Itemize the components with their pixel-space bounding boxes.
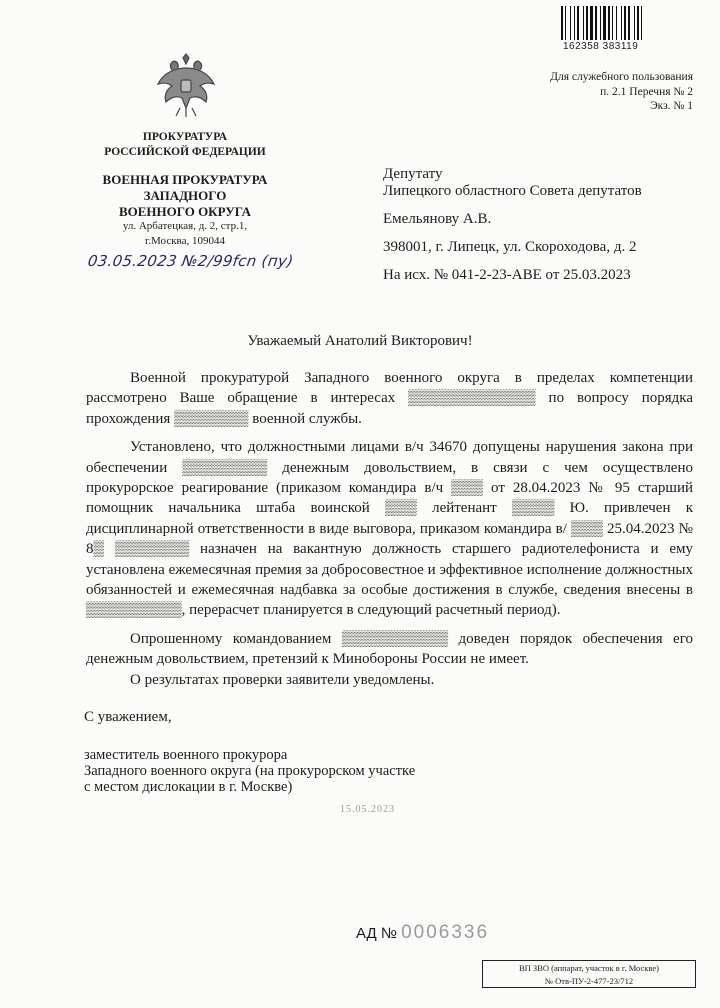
paragraph: Военной прокуратурой Западного военного округа в пределах компетенции рассмотрено Ваше обращение в интересах ▒▒▒▒▒▒▒▒▒▒▒▒ по вопросу порядка прохождения ▒▒▒▒▒▒▒ военной службы.: [86, 370, 693, 427]
org-line: ВОЕННАЯ ПРОКУРАТУРА: [102, 172, 268, 187]
barcode-bar: [616, 6, 617, 40]
barcode-bar: [637, 6, 639, 40]
org-line: ВОЕННОГО ОКРУГА: [118, 204, 252, 219]
handwritten-reg-number: 03.05.2023 №2/99fcn (пу): [86, 252, 295, 270]
barcode-bar: [634, 6, 635, 40]
classification-line: Экз. № 1: [650, 100, 693, 112]
barcode-bar: [590, 6, 593, 40]
greeting: Уважаемый Анатолий Викторович!: [247, 333, 473, 349]
paragraph: О результатах проверки заявители уведомлены.: [130, 671, 435, 688]
recipient-name: Емельянову А.В.: [383, 211, 492, 227]
letter-body: [86, 368, 693, 690]
barcode-number: 162358 383119: [563, 41, 639, 52]
barcode-bar: [577, 6, 579, 40]
barcode-bar: [561, 6, 563, 40]
signatory-block: [84, 747, 415, 795]
closing: С уважением,: [84, 709, 172, 725]
signatory-line: заместитель военного прокурора: [84, 747, 288, 763]
barcode-bar: [621, 6, 622, 40]
barcode-bar: [628, 6, 630, 40]
org-line: ПРОКУРАТУРА: [142, 131, 228, 143]
recipient-line: Липецкого областного Совета депутатов: [383, 183, 642, 199]
classification-line: Для служебного пользования: [550, 71, 693, 83]
barcode-bar: [612, 6, 613, 40]
footer-registration-box: [482, 960, 696, 988]
barcode-bar: [574, 6, 575, 40]
barcode-bar: [624, 6, 626, 40]
reference-number: На исх. № 041-2-23-АВЕ от 25.03.2023: [383, 267, 631, 283]
form-number-label: АД №: [356, 925, 397, 942]
barcode-bar: [586, 6, 588, 40]
form-number-value: 0006336: [401, 922, 490, 943]
address-line: ул. Арбатецкая, д. 2, стр.1,: [122, 220, 248, 232]
signatory-line: с местом дислокации в г. Москве): [84, 779, 293, 795]
address-line: г.Москва, 109044: [145, 234, 225, 247]
signatory-line: Западного военного округа (на прокурорском участке: [84, 763, 416, 779]
organization-address: [60, 219, 310, 248]
classification-line: п. 2.1 Перечня № 2: [600, 85, 693, 98]
form-number: [356, 922, 489, 944]
org-line: ЗАПАДНОГО: [143, 188, 227, 203]
barcode-bar: [565, 6, 566, 40]
barcode-bar: [583, 6, 584, 40]
barcode-bar: [608, 6, 610, 40]
recipient-line: Депутату: [383, 166, 443, 182]
barcode-bar: [570, 6, 571, 40]
barcode-bar: [603, 6, 606, 40]
footer-line: ВП ЗВО (аппарат, участок в г. Москве): [519, 963, 659, 973]
barcode-bar: [595, 6, 597, 40]
organization-header: [60, 130, 310, 220]
barcode: [561, 6, 685, 40]
recipient-block: [383, 166, 642, 284]
org-line: РОССИЙСКОЙ ФЕДЕРАЦИИ: [104, 146, 266, 158]
recipient-address: 398001, г. Липецк, ул. Скороходова, д. 2: [383, 239, 637, 255]
paragraph: Установлено, что должностными лицами в/ч 34670 допущены нарушения закона при обеспечении ▒▒▒▒▒▒▒▒ денежным довольствием, в связи с чем осуществлено прокурорское реагирование (приказом командира в/ч ▒▒▒ от 28.04.2023 № 95 старший помощник начальника штаба воинской ▒▒▒ лейтенант ▒▒▒▒ Ю. привлечен к дисциплинарной ответственности в виде выговора, приказом командира в/ ▒▒▒ 25.04.2023 № 8▒ ▒▒▒▒▒▒▒ назначен на вакантную должность старшего радиотелефониста и ему установлена ежемесячная премия за добросовестное и эффективное исполнение должностных обязанностей и ежемесячная надбавка за особые достижения в службе, сведения внесены в ▒▒▒▒▒▒▒▒▒, перерасчет планируется в следующий расчетный период).: [86, 439, 693, 619]
coat-of-arms-icon: [150, 50, 222, 122]
footer-line: № Отв-ПУ-2-477-23/712: [544, 976, 634, 986]
barcode-bar: [600, 6, 601, 40]
paragraph: Опрошенному командованием ▒▒▒▒▒▒▒▒▒▒ доведен порядок обеспечения его денежным довольствием, претензий к Минобороны России не имеет.: [86, 630, 693, 668]
classification-block: [550, 70, 693, 114]
faded-stamp: 15.05.2023: [340, 804, 395, 815]
barcode-bar: [641, 6, 642, 40]
